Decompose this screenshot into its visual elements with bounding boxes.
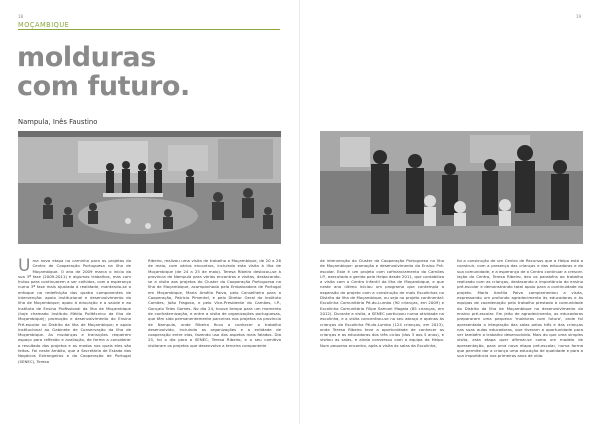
article-headline [17,43,190,101]
section-label: MOÇAMBIQUE [18,21,70,29]
page-number-right: 19 [575,14,581,19]
article-byline: Nampula, Inês Faustino [18,118,98,126]
page-number-left: 18 [18,14,24,19]
headline-line-1: molduras [17,42,156,73]
column-1-text: ma nova etapa no caminho para os projetos do Centro de Cooperação Portuguesa na Ilha de Moçambique. O ano de 2009 marca o início da sua 3ª fase (2009-2011) e algumas trabalhos, mas com frutos para continuarem a ser colhidos, com a esperança numa 3ª fase mais ajustada à realidade, mantendo-se o enfoque na redefinição dos quatro componentes de intervenção: apoio institucional e desenvolvimento da Ilha de Moçambique; apoio à educação e a saúde e ao Instituto de Ensino Profissional da Ilha de Moçambique (hoje chamado Instituto Médio Politécnico da Ilha de Moçambique); promoção e desenvolvimento do Ensino Pré-escolar no Distrito da Ilha de Moçambique; e apoio institucional ao Gabinete de Conservação da Ilha de Moçambique. As mudanças e transições requerem espaço para reflexão e avaliação, de forma a considerar o resultado dos projetos e os modos nos quais eles são feitos. Foi neste âmbito, que a Secretária de Estado dos Negócios Estrangeiros e da Cooperação de Portugal (SENEC), Teresa [18,258,131,364]
drop-cap: U [18,256,31,276]
article-column-3: de intervenção do Cluster da Cooperação Portuguesa na Ilha de Moçambique: promoção e desenvolvimento do Ensino Pré-escolar. Este é um projeto com cofinanciamento do Camões I.P., executado e gerido pela Helpo desde 2011, que contabiliza a visita com o Centro Infantil da Ilha de Moçambique, e que neste ano último iniciou um programa que contempla a expansão do projeto com a construção de mais Escolinhas no Distrito da Ilha de Moçambique, ou seja no projeto continental: Escolinha Comunitária Pé-do-Lumbo (90 crianças, em 2009) e Escolinha Comunitária Filipe Samuel Magaia (85 crianças, em 2012). Durante a visita, a SENEC participou numa atividade na escolinha, e a visita concentrou-se no seu abraço e apenas às crianças da Escolinha Pé-do-Lumbo (124 crianças, em 2013), onde Teresa Ribeiro teve a oportunidade de conhecer as crianças e as educadoras dos três ciclos (dos 3 aos 5 anos), e visitou as salas, e ainda conversou com a equipa da Helpo. Num pequeno encontro, após a visita às salas da Escolinha, [320,258,444,348]
section-rule [18,29,280,30]
visit-photo-illustration [320,131,583,244]
article-column-2: Ribeiro, realizou uma visita de trabalho a Moçambique, de 20 a 26 de maio, com vários encontros, incluindo esta visita à Ilha de Moçambique (de 24 a 25 de maio). Teresa Ribeiro deslocou-se à província de Nampula para várias encontros e visitas, destacando-se a visita aos projetos do Cluster da Cooperação Portuguesa na Ilha de Moçambique, acompanhada pela Embaixadora de Portugal em Moçambique, Maria Amélia Paiva, pelo Conselheiro para a Cooperação, Patrício Pimentel, e pelo Diretor Geral do Instituto Camões, João Fragoso, e pelo Vice-Presidente do Camões, I.P., Gonçalo Teles Gomes. No dia 24, houve tempo para um momento de confraternização, e entre a visita de organizações portuguesas, que têm sido permanentemente parceiras nos projetos na província de Nampula, onde Ribeiro ficou a conhecer o trabalho desenvolvido, incluindo as organizações e a entidade de cooperação entre elas, fazendo uso dos aspetos mais falados. Dia 25, foi o dia para a SENEC, Teresa Ribeiro, e o seu comitiva visitaram os projetos que desenvolve a terceira componente [148,258,281,348]
photo-classroom-children-icon [18,131,281,244]
photo-visit-group-icon [320,131,583,244]
article-column-1 [18,258,131,364]
article-column-4: foi a construção de um Centro de Recursos que a Helpo está a construir, com a presença das crianças e das educadoras e da sua comunidade, e a esperança de o Centro continuar a crescer. lação do Centro, Teresa Ribeiro, deu os parabéns ao trabalho realizado com as crianças, destacando a importância do ensino pré-escolar e demonstrando total apoio para a continuidade do projeto. Maria Amélia Paiva complementou a visita, expressando um profundo agradecimento às educadoras e às equipas de coordenação pelo trabalho prestado à comunidade do Distrito da Ilha de Moçambique no desenvolvimento do ensino pré-escolar. Em jeito de agradecimento, as educadoras prepararam uma pequena 'molduras com futuro', onde foi apresentada a integração das salas pelos três e das crianças nas suas aulas educadoras, que tiveram a oportunidade para ver também o trabalho desenvolvido. Mais do que uma simples visita, esta etapa quer afirmar-se como um modelo de apresentação, para uma nova etapa pré-escolar, numa forma que permite dar a criança uma educação de qualidade e para a sua importância nos primeiros anos de vida. [457,258,583,359]
headline-line-2: com futuro. [17,71,190,102]
classroom-photo-illustration [18,131,281,244]
